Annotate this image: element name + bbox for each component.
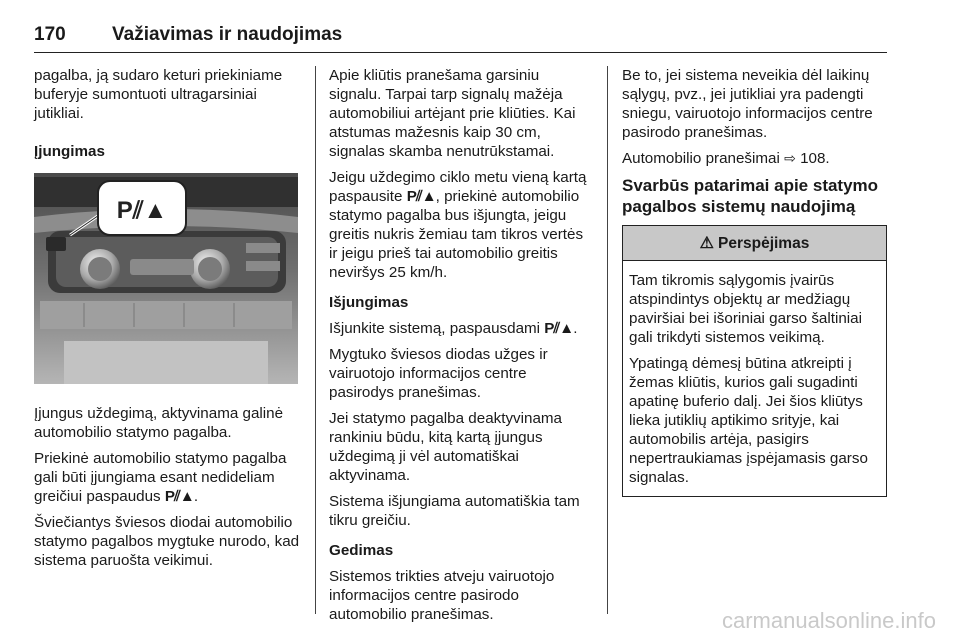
dashboard-photo: [34, 173, 298, 384]
section-heading-fault: Gedimas: [329, 542, 394, 559]
paragraph: Be to, jei sistema neveikia dėl laikinų sąlygų, pvz., jei jutikliai yra padengti sniegu, vairuotojo informacijos centre pasirodo pranešimas.: [622, 67, 873, 141]
warning-title: Perspėjimas: [718, 234, 810, 252]
warning-box: [622, 225, 887, 497]
warning-body: [623, 261, 886, 496]
paragraph: Šviečiantys šviesos diodai automobilio statymo pagalbos mygtuke nurodo, kad sistema paruošta veikimui.: [34, 514, 300, 569]
paragraph: Sistemos trikties atveju vairuotojo informacijos centre pasirodo automobilio pranešimas.: [329, 568, 555, 623]
paragraph: Įjungus uždegimą, aktyvinama galinė automobilio statymo pagalba.: [34, 405, 284, 441]
warning-header: [623, 226, 886, 261]
column-2: [329, 66, 594, 631]
parking-assist-icon: P⫽▲: [544, 320, 574, 337]
section-heading-tips: Svarbūs patarimai apie statymo pagalbos sistemų naudojimą: [622, 176, 879, 216]
paragraph: Mygtuko šviesos diodas užges ir vairuotojo informacijos centre pasirodys pranešimas.: [329, 346, 548, 401]
paragraph: Jeigu uždegimo ciklo metu vieną kartą paspausite P⫽▲, priekinė automobilio statymo pagalba bus išjungta, jeigu greitis nukris žemiau tam tikros vertės ir jeigu prieš tai automobilio greitis neviršys 25 km/h.: [329, 169, 587, 281]
parking-assist-icon: P⫽▲: [164, 488, 194, 505]
paragraph: Priekinė automobilio statymo pagalba gali būti įjungiama esant nedideliam greičiui paspaudus P⫽▲.: [34, 450, 287, 505]
column-divider: [607, 66, 608, 614]
paragraph: Ypatingą dėmesį būtina atkreipti į žemas kliūtis, kurios gali sugadinti apatinę buferio dalį. Jei šios kliūtys lieka jutiklių aptikimo srityje, kai automobilis artėja, pasigirs nepertraukiamas įspėjamasis garso signalas.: [629, 355, 868, 486]
warning-icon: ⚠: [699, 234, 714, 252]
watermark: carmanualsonline.info: [721, 608, 936, 633]
page-number: 170: [34, 24, 66, 45]
column-3: [622, 66, 887, 497]
column-1: [34, 66, 302, 577]
parking-button-label: P⫽▲: [116, 197, 168, 224]
paragraph: Automobilio pranešimai ⇨ 108.: [622, 150, 830, 167]
column-divider: [315, 66, 316, 614]
page-header: [34, 22, 887, 53]
parking-assist-icon: P⫽▲: [406, 188, 436, 205]
paragraph: Jei statymo pagalba deaktyvinama rankiniu būdu, kitą kartą įjungus uždegimą ji vėl automatiškai aktyvinama.: [329, 410, 563, 484]
section-heading-off: Išjungimas: [329, 294, 409, 311]
section-heading-on: Įjungimas: [34, 143, 105, 160]
page-reference-link[interactable]: 108: [800, 150, 826, 167]
paragraph: Sistema išjungiama automatiškia tam tikru greičiu.: [329, 493, 580, 529]
paragraph: Apie kliūtis pranešama garsiniu signalu. Tarpai tarp signalų mažėja automobiliui artėjant prie kliūties. Kai atstumas mažesnis kaip 30 cm, signalas skamba nenutrūkstamai.: [329, 67, 576, 160]
paragraph: Tam tikromis sąlygomis įvairūs atspindintys objektų ar medžiagų paviršiai bei išoriniai garso šaltiniai gali trikdyti sistemos veikimą.: [629, 272, 862, 346]
page-title: Važiavimas ir naudojimas: [112, 24, 343, 45]
paragraph: pagalba, ją sudaro keturi priekiniame buferyje sumontuoti ultragarsiniai jutikliai.: [34, 67, 283, 122]
paragraph: Išjunkite sistemą, paspausdami P⫽▲.: [329, 320, 578, 337]
page-ref-arrow-icon: ⇨: [784, 150, 796, 166]
